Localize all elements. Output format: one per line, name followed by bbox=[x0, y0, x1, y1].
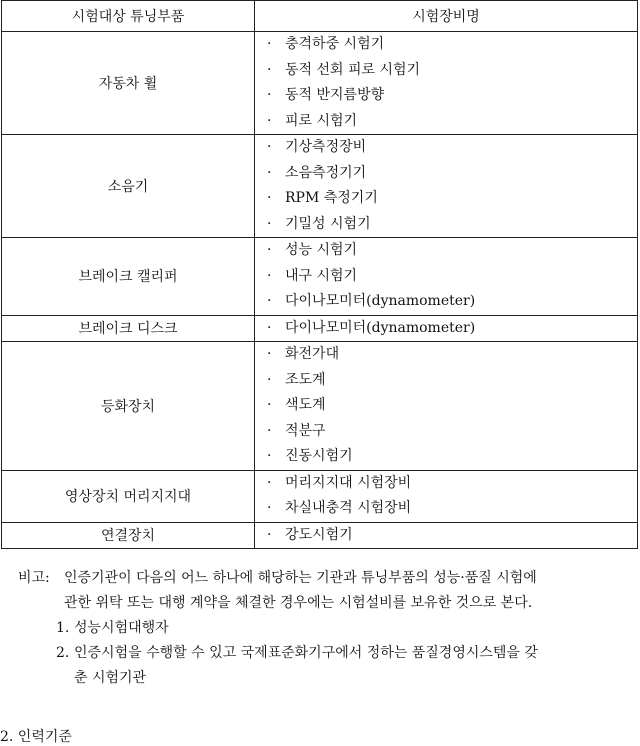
equipment-name: 내구 시험기 bbox=[285, 267, 358, 284]
part-name-cell: 브레이크 캘리퍼 bbox=[2, 238, 255, 316]
equipment-cell bbox=[255, 315, 638, 342]
equipment-name: 다이나모미터(dynamometer) bbox=[285, 293, 476, 309]
table-row bbox=[2, 342, 638, 471]
equipment-list bbox=[255, 238, 637, 315]
equipment-cell bbox=[255, 32, 638, 135]
note-list bbox=[18, 616, 630, 691]
bullet: · bbox=[267, 215, 272, 232]
equipment-name: 충격하중 시험기 bbox=[285, 36, 385, 52]
equipment-name: 동적 반지름방향 bbox=[285, 87, 385, 103]
section-heading: 2. 인력기준 bbox=[0, 729, 72, 745]
part-name-cell: 소음기 bbox=[2, 135, 255, 238]
equipment-cell bbox=[255, 238, 638, 316]
header-equipment: 시험장비명 bbox=[255, 1, 638, 32]
equipment-item bbox=[267, 212, 637, 238]
equipment-name: 기밀성 시험기 bbox=[285, 215, 371, 232]
equipment-item bbox=[267, 342, 637, 368]
table-row bbox=[2, 32, 638, 135]
equipment-name: 기상측정장비 bbox=[285, 139, 367, 155]
note-text-line1: 인증기관이 다음의 어느 하나에 해당하는 기관과 튜닝부품의 성능·품질 시험에 bbox=[64, 570, 537, 586]
note-item bbox=[56, 641, 630, 691]
equipment-item bbox=[267, 32, 637, 58]
bullet: · bbox=[267, 139, 272, 155]
bullet: · bbox=[267, 319, 272, 336]
equipment-name: 강도시험기 bbox=[285, 526, 353, 543]
equipment-list bbox=[255, 342, 637, 470]
note-label: 비고: bbox=[18, 570, 50, 586]
equipment-item bbox=[267, 238, 637, 264]
part-name-cell: 자동차 휠 bbox=[2, 32, 255, 135]
equipment-list bbox=[255, 523, 637, 549]
table-row bbox=[2, 315, 638, 342]
equipment-item bbox=[267, 444, 637, 470]
bullet: · bbox=[267, 500, 272, 516]
equipment-cell bbox=[255, 342, 638, 471]
note-text-line2: 관한 위탁 또는 대행 계약을 체결한 경우에는 시험설비를 보유한 것으로 본다. bbox=[64, 595, 533, 611]
table-header-row bbox=[2, 1, 638, 32]
table-body bbox=[2, 32, 638, 549]
bullet: · bbox=[267, 371, 272, 388]
equipment-name: 다이나모미터(dynamometer) bbox=[285, 319, 476, 336]
header-part: 시험대상 튜닝부품 bbox=[2, 1, 255, 32]
equipment-name: 색도계 bbox=[285, 397, 326, 413]
equipment-list bbox=[255, 32, 637, 134]
equipment-item bbox=[267, 135, 637, 161]
bullet: · bbox=[267, 422, 272, 439]
table-row bbox=[2, 470, 638, 522]
equipment-name: RPM 측정기기 bbox=[285, 190, 378, 206]
equipment-name: 머리지지대 시험장비 bbox=[285, 474, 412, 491]
equipment-name: 성능 시험기 bbox=[285, 242, 358, 258]
equipment-item bbox=[267, 368, 637, 394]
equipment-item bbox=[267, 186, 637, 212]
bullet: · bbox=[267, 474, 272, 491]
equipment-item bbox=[267, 393, 637, 419]
bullet: · bbox=[267, 190, 272, 206]
note-item-continuation: 춘 시험기관 bbox=[74, 670, 147, 686]
bullet: · bbox=[267, 346, 272, 362]
equipment-name: 조도계 bbox=[285, 371, 326, 388]
equipment-item bbox=[267, 264, 637, 290]
note-item bbox=[56, 616, 630, 641]
table-row bbox=[2, 135, 638, 238]
bullet: · bbox=[267, 397, 272, 413]
note-item-text: 인증시험을 수행할 수 있고 국제표준화기구에서 정하는 품질경영시스템을 갖 bbox=[74, 645, 538, 661]
table-row bbox=[2, 522, 638, 549]
bullet: · bbox=[267, 293, 272, 309]
equipment-list bbox=[255, 135, 637, 237]
note-paragraph bbox=[18, 566, 630, 591]
bullet: · bbox=[267, 526, 272, 543]
equipment-name: 차실내충격 시험장비 bbox=[285, 500, 412, 516]
equipment-item bbox=[267, 496, 637, 522]
equipment-cell bbox=[255, 135, 638, 238]
equipment-item bbox=[267, 471, 637, 497]
bullet: · bbox=[267, 112, 272, 129]
part-name-cell: 영상장치 머리지지대 bbox=[2, 470, 255, 522]
table-row bbox=[2, 238, 638, 316]
equipment-cell bbox=[255, 470, 638, 522]
equipment-name: 피로 시험기 bbox=[285, 112, 358, 129]
bullet: · bbox=[267, 87, 272, 103]
equipment-item bbox=[267, 289, 637, 315]
equipment-item bbox=[267, 316, 637, 342]
equipment-cell bbox=[255, 522, 638, 549]
equipment-item bbox=[267, 161, 637, 187]
equipment-name: 적분구 bbox=[285, 422, 326, 439]
equipment-item bbox=[267, 419, 637, 445]
equipment-item bbox=[267, 523, 637, 549]
equipment-name: 소음측정기기 bbox=[285, 164, 367, 181]
note-item-text: 성능시험대행자 bbox=[74, 620, 169, 636]
bullet: · bbox=[267, 242, 272, 258]
equipment-name: 진동시험기 bbox=[285, 448, 353, 464]
equipment-item bbox=[267, 58, 637, 84]
bullet: · bbox=[267, 267, 272, 284]
part-name-cell: 등화장치 bbox=[2, 342, 255, 471]
equipment-item bbox=[267, 83, 637, 109]
equipment-list bbox=[255, 316, 637, 342]
equipment-name: 동적 선회 피로 시험기 bbox=[285, 61, 421, 78]
equipment-name: 화전가대 bbox=[285, 346, 340, 362]
bullet: · bbox=[267, 61, 272, 78]
bullet: · bbox=[267, 36, 272, 52]
part-name-cell: 브레이크 디스크 bbox=[2, 315, 255, 342]
equipment-item bbox=[267, 109, 637, 135]
equipment-list bbox=[255, 471, 637, 522]
note-item-number: 2. bbox=[56, 645, 70, 661]
notes bbox=[18, 566, 630, 691]
part-name-cell: 연결장치 bbox=[2, 522, 255, 549]
bullet: · bbox=[267, 448, 272, 464]
note-item-number: 1. bbox=[56, 620, 70, 636]
test-equipment-table bbox=[1, 0, 638, 549]
bullet: · bbox=[267, 164, 272, 181]
